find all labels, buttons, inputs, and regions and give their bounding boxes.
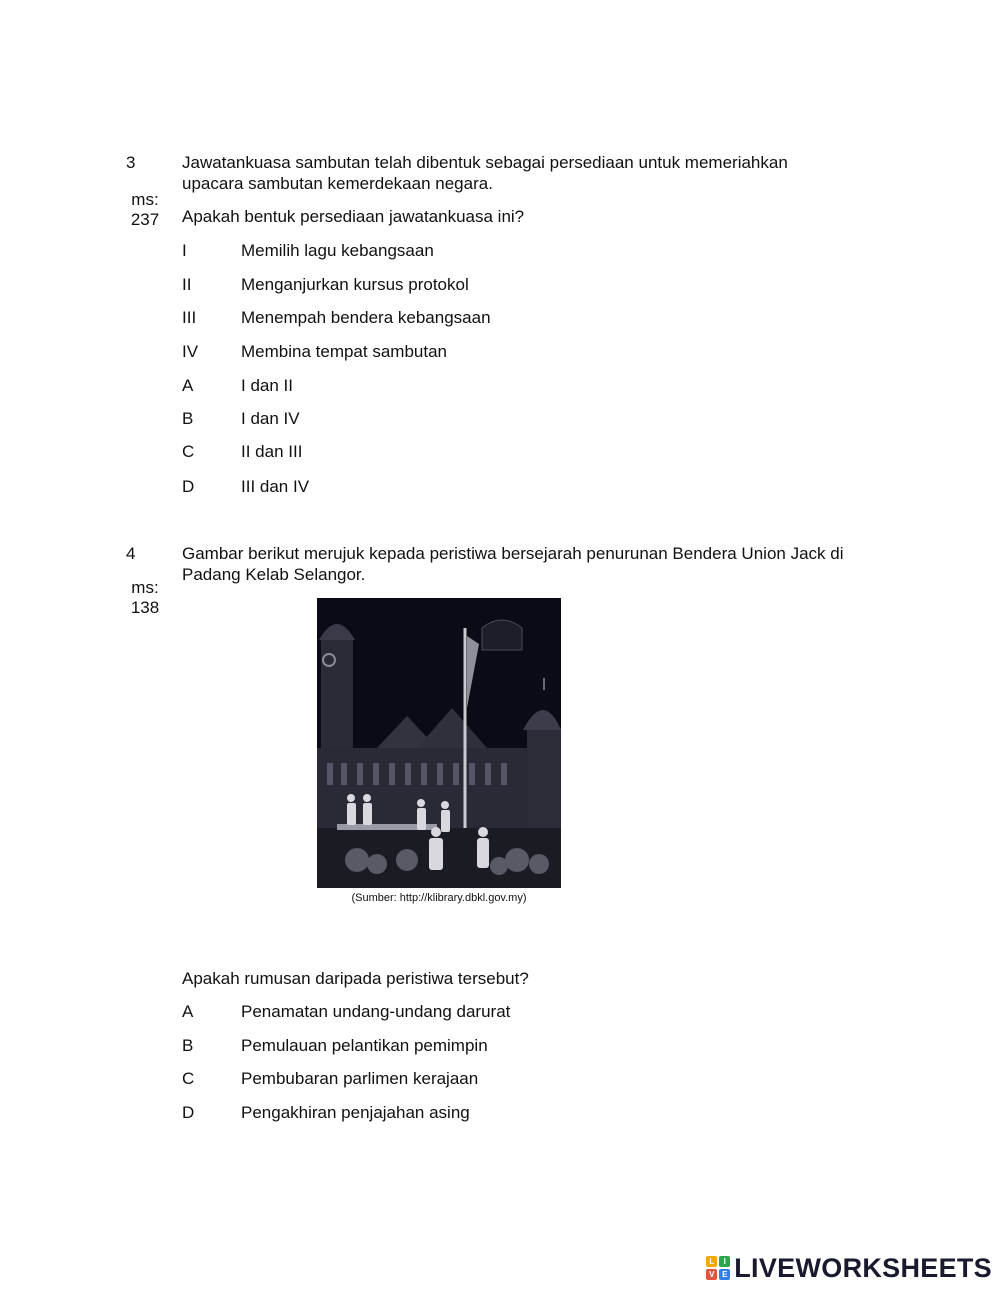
ms-label: ms:: [131, 578, 159, 597]
option-text[interactable]: Penamatan undang-undang darurat: [241, 1002, 511, 1021]
option-label[interactable]: A: [182, 1002, 194, 1021]
question-stem-line-1: Gambar berikut merujuk kepada peristiwa bersejarah penurunan Bendera Union Jack di: [182, 544, 844, 563]
question-number: 4: [126, 544, 136, 563]
flag-lowering-photo-illustration: [317, 598, 561, 888]
logo-letter: V: [706, 1269, 717, 1280]
option-text[interactable]: Pembubaran parlimen kerajaan: [241, 1069, 479, 1088]
logo-letter: L: [706, 1256, 717, 1267]
statement-text: Menempah bendera kebangsaan: [241, 308, 491, 327]
option-text[interactable]: Pemulauan pelantikan pemimpin: [241, 1036, 488, 1055]
option-text[interactable]: I dan II: [241, 376, 293, 395]
question-stem-line-1: Jawatankuasa sambutan telah dibentuk sebagai persediaan untuk memeriahkan: [182, 153, 788, 172]
option-label[interactable]: B: [182, 409, 194, 428]
statement-label: I: [182, 241, 187, 260]
question-stem-line-2: Padang Kelab Selangor.: [182, 565, 366, 584]
option-label[interactable]: A: [182, 376, 194, 395]
statement-text: Menganjurkan kursus protokol: [241, 275, 469, 294]
option-text[interactable]: III dan IV: [241, 477, 310, 496]
logo-mark-icon: [706, 1256, 730, 1280]
option-text[interactable]: Pengakhiran penjajahan asing: [241, 1103, 470, 1122]
statement-label: III: [182, 308, 197, 327]
question-prompt: Apakah rumusan daripada peristiwa tersebut?: [182, 969, 529, 988]
ms-label: ms:: [131, 190, 159, 209]
option-label[interactable]: C: [182, 442, 195, 461]
ms-page: 138: [130, 598, 160, 617]
ms-page: 237: [130, 210, 160, 229]
statement-text: Membina tempat sambutan: [241, 342, 447, 361]
option-text[interactable]: I dan IV: [241, 409, 300, 428]
option-label[interactable]: D: [182, 477, 195, 496]
logo-letter: E: [719, 1269, 730, 1280]
question-number: 3: [126, 153, 136, 172]
statement-text: Memilih lagu kebangsaan: [241, 241, 434, 260]
option-label[interactable]: B: [182, 1036, 194, 1055]
logo-text: LIVEWORKSHEETS: [734, 1252, 992, 1283]
option-text[interactable]: II dan III: [241, 442, 303, 461]
option-label[interactable]: C: [182, 1069, 195, 1088]
question-stem-line-2: upacara sambutan kemerdekaan negara.: [182, 174, 493, 193]
historical-photo: [317, 598, 561, 888]
statement-label: IV: [182, 342, 199, 361]
logo-letter: I: [719, 1256, 730, 1267]
statement-label: II: [182, 275, 192, 294]
question-prompt: Apakah bentuk persediaan jawatankuasa ini?: [182, 207, 525, 226]
photo-caption: (Sumber: http://klibrary.dbkl.gov.my): [351, 892, 527, 904]
option-label[interactable]: D: [182, 1103, 195, 1122]
liveworksheets-logo: [706, 1253, 992, 1283]
